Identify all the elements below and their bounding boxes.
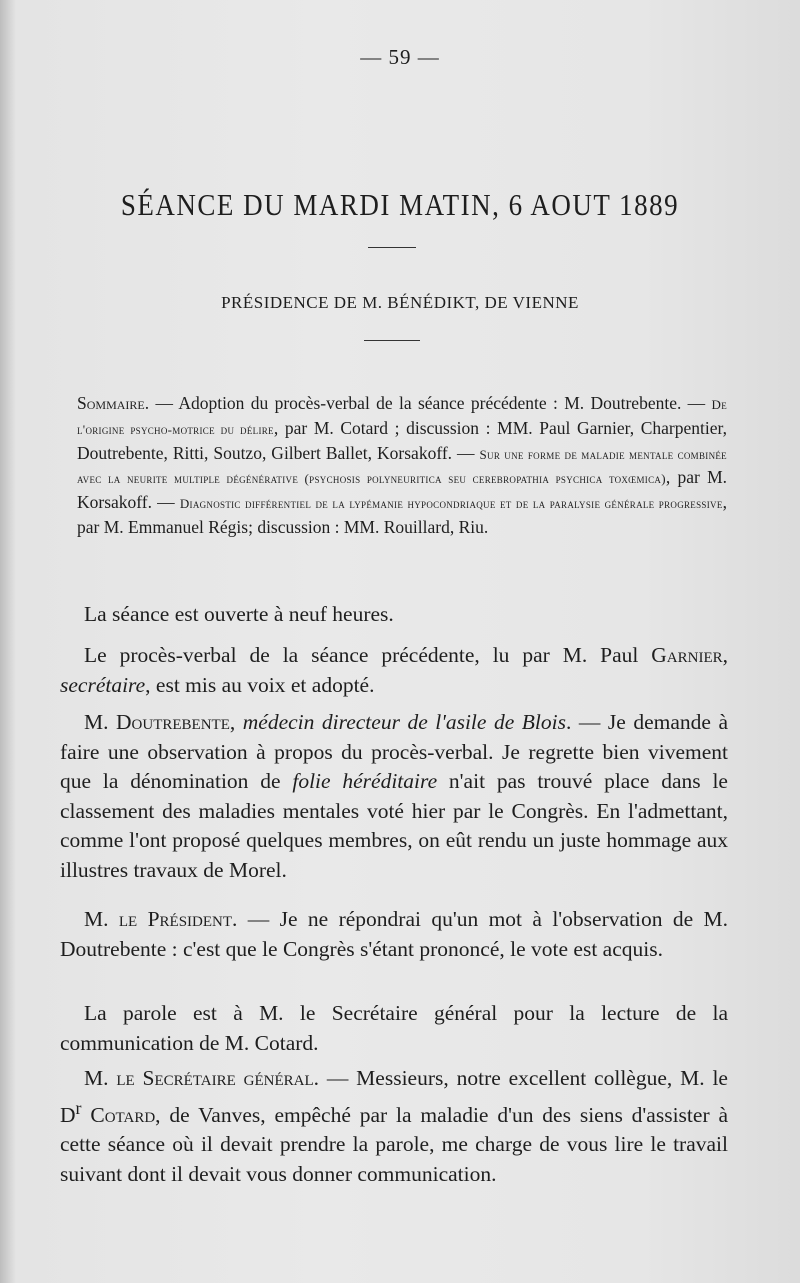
speaker-role: secrétaire — [60, 672, 146, 697]
paragraph-doutrebente — [60, 708, 728, 885]
summary-topic-3: Diagnostic différentiel de la lypémanie hypocondriaque et de la paralysie générale progressive — [179, 496, 723, 512]
paragraph-opening — [60, 600, 728, 630]
summary-block — [77, 392, 727, 539]
minutes-text-c: , est mis au voix et adopté. — [145, 672, 375, 697]
paragraph-floor — [60, 999, 728, 1058]
president-text-b: . — Je ne répondrai qu'un mot à l'observation de M. Doutrebente : c'est que le Congrès s'étant prononcé, le vote est acquis. — [60, 907, 729, 961]
secretary-text-c: , de Vanves, empêché par la maladie d'un des siens d'assister à cette séance où il devait prendre la parole, me charge de vous lire le travail suivant dont il devait vous donner communication. — [60, 1102, 729, 1186]
minutes-text-a: Le procès-verbal de la séance précédente, lu par M. Paul — [84, 643, 652, 667]
paragraph-president — [60, 905, 728, 964]
opening-text: La séance est ouverte à neuf heures. — [84, 602, 394, 626]
doutrebente-text-a: M. — [84, 710, 117, 734]
speaker-role: médecin directeur de l'asile de Blois — [242, 710, 566, 734]
doutrebente-text-c: . — Je demande à faire une observation à propos du procès-verbal. Je regrette bien vivement que la dénomination de — [60, 710, 728, 793]
session-title: SÉANCE DU MARDI MATIN, 6 AOUT 1889 — [120, 188, 680, 222]
speaker-name: Doutrebente — [116, 710, 230, 734]
minutes-text-b: , — [722, 643, 728, 667]
summary-text-3: , par M. Korsakoff. — — [77, 467, 727, 513]
presidence-rule — [364, 340, 420, 341]
title-rule — [368, 247, 416, 248]
doutrebente-text-b: , — [229, 710, 243, 734]
speaker-name: Garnier — [651, 643, 723, 667]
summary-topic-2: Sur une forme de maladie mentale combinée avec la neurite multiple dégénérative (psychosis polyneuritica seu cerebropathia psychica toxœmica) — [77, 446, 727, 487]
summary-topic-1: De l'origine psycho-motrice du délire — [77, 397, 727, 437]
italic-term: folie héréditaire — [292, 769, 438, 793]
speaker-name: le Secrétaire général — [116, 1066, 314, 1090]
floor-text: La parole est à M. le Secrétaire général pour la lecture de la communication de M. Cotard. — [60, 1001, 728, 1055]
summary-text-4: , par M. Emmanuel Régis; discussion : MM. Rouillard, Riu. — [77, 492, 727, 537]
speaker-name: le Président — [118, 907, 233, 931]
summary-text-1: — Adoption du procès-verbal de la séance précédente : M. Doutrebente. — — [149, 393, 712, 413]
paragraph-minutes — [60, 641, 728, 700]
page-number: — 59 — — [360, 45, 440, 69]
secretary-text-a: M. — [84, 1066, 117, 1090]
presidence-line: PRÉSIDENCE DE M. BÉNÉDIKT, DE VIENNE — [221, 293, 579, 312]
summary-label: Sommaire. — [77, 393, 150, 413]
doutrebente-text-d: n'ait pas trouvé place dans le classement des maladies mentales voté hier par le Congrès. En l'admettant, comme l'ont proposé quelques membres, on eût rendu un juste hommage aux illustres travaux de Morel. — [60, 769, 728, 882]
paragraph-secretary — [60, 1064, 728, 1189]
summary-text-2: , par M. Cotard ; discussion : MM. Paul Garnier, Charpentier, Doutrebente, Ritti, Soutzo, Gilbert Ballet, Korsakoff. — — [77, 417, 727, 463]
cotard-name: Cotard — [90, 1102, 156, 1127]
superscript: r — [75, 1097, 82, 1118]
president-text-a: M. — [84, 907, 119, 931]
secretary-text-b: . — Messieurs, notre excellent collègue, M. le D — [60, 1066, 728, 1127]
